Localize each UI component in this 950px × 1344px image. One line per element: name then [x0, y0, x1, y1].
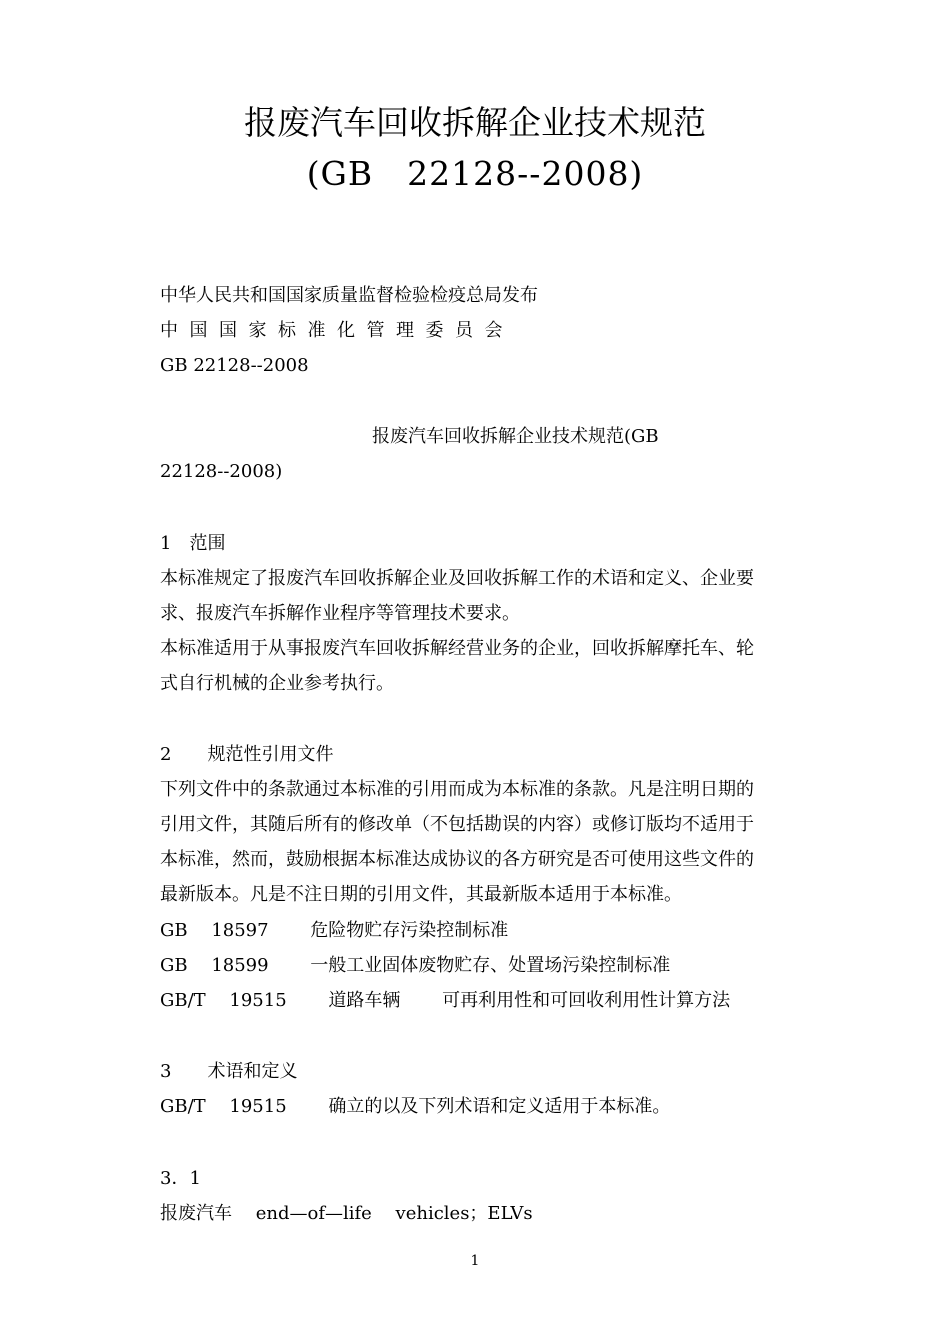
section-2-paragraph-line-1: 下列文件中的条款通过本标准的引用而成为本标准的条款。凡是注明日期的 [160, 779, 754, 800]
reference-gbt-19515: GB/T 19515 道路车辆 可再利用性和可回收利用性计算方法 [160, 990, 731, 1011]
term-end-of-life-vehicles: 报废汽车 end—of—life vehicles；ELVs [160, 1203, 533, 1224]
subtitle-line-1: 报废汽车回收拆解企业技术规范(GB [372, 426, 659, 447]
subtitle-line-2: 22128--2008) [160, 461, 283, 482]
section-1-paragraph-1-line-1: 本标准规定了报废汽车回收拆解企业及回收拆解工作的术语和定义、企业要 [160, 568, 754, 589]
standard-number: GB 22128--2008 [160, 355, 309, 376]
section-2-heading: 2 规范性引用文件 [160, 744, 334, 765]
reference-gb-18599: GB 18599 一般工业固体废物贮存、处置场污染控制标准 [160, 955, 671, 976]
section-1-heading: 1 范围 [160, 533, 226, 554]
section-3-1-number: 3．1 [160, 1168, 201, 1189]
document-title: 报废汽车回收拆解企业技术规范 [244, 103, 706, 142]
section-3-intro: GB/T 19515 确立的以及下列术语和定义适用于本标准。 [160, 1096, 671, 1117]
section-3-heading: 3 术语和定义 [160, 1061, 298, 1082]
section-2-paragraph-line-4: 最新版本。凡是不注日期的引用文件，其最新版本适用于本标准。 [160, 884, 682, 905]
section-2-paragraph-line-3: 本标准，然而，鼓励根据本标准达成协议的各方研究是否可使用这些文件的 [160, 849, 754, 870]
document-code: (GB 22128--2008) [306, 154, 644, 193]
page-number: 1 [470, 1253, 480, 1269]
section-1-paragraph-1-line-2: 求、报废汽车拆解作业程序等管理技术要求。 [160, 603, 520, 624]
section-1-paragraph-2-line-1: 本标准适用于从事报废汽车回收拆解经营业务的企业，回收拆解摩托车、轮 [160, 638, 754, 659]
issuer-line-1: 中华人民共和国国家质量监督检验检疫总局发布 [160, 285, 538, 306]
reference-gb-18597: GB 18597 危险物贮存污染控制标准 [160, 920, 509, 941]
issuer-line-2: 中国国家标准化管理委员会 [160, 320, 514, 341]
section-1-paragraph-2-line-2: 式自行机械的企业参考执行。 [160, 673, 394, 694]
section-2-paragraph-line-2: 引用文件，其随后所有的修改单（不包括勘误的内容）或修订版均不适用于 [160, 814, 754, 835]
